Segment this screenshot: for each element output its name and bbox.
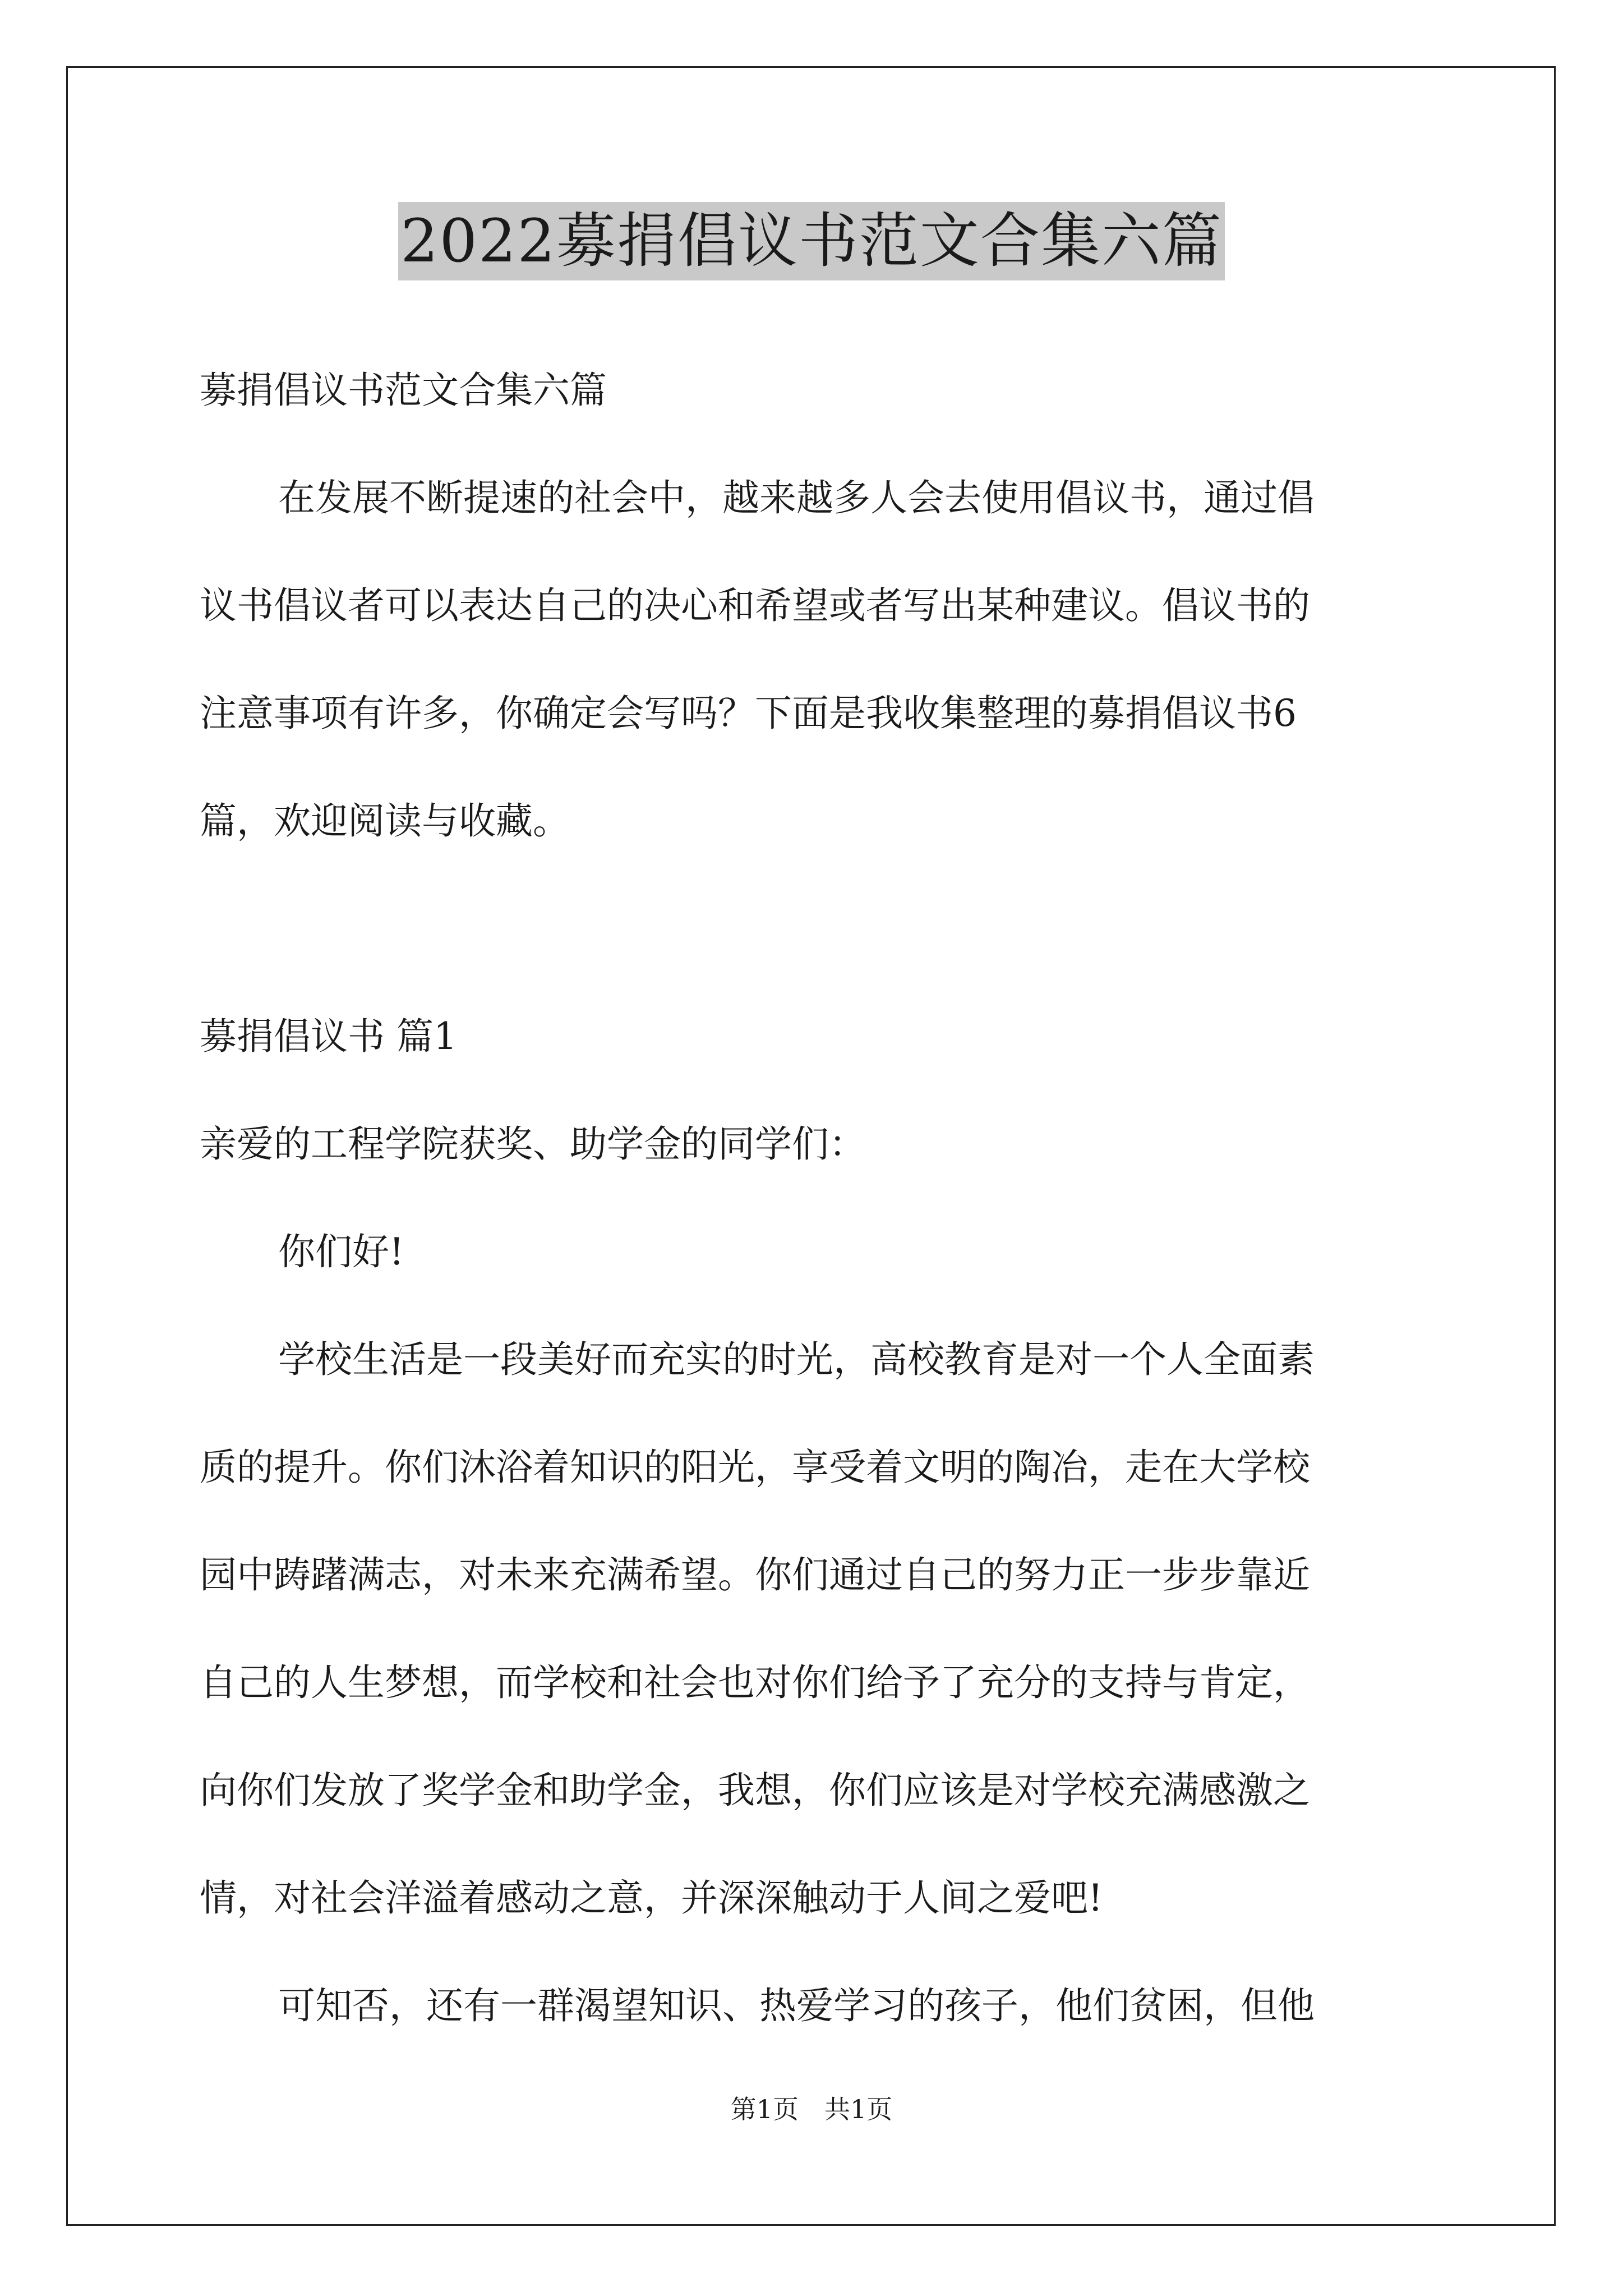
page-footer: 第1页 共1页 [730,2094,893,2124]
text-line: 向你们发放了奖学金和助学金，我想，你们应该是对学校充满感激之 [200,1769,1310,1812]
text-line: 注意事项有许多，你确定会写吗？下面是我收集整理的募捐倡议书6 [200,692,1297,735]
text-line: 你们好! [278,1230,404,1273]
text-line: 学校生活是一段美好而充实的时光，高校教育是对一个人全面素 [278,1338,1315,1381]
text-line: 募捐倡议书 篇1 [200,1015,457,1058]
text-line: 在发展不断提速的社会中，越来越多人会去使用倡议书，通过倡 [278,476,1315,519]
title-container [0,202,1623,280]
document-body [200,337,1428,2060]
text-line: 质的提升。你们沐浴着知识的阳光，享受着文明的陶冶，走在大学校 [200,1446,1310,1489]
paragraph-gap [200,875,1428,983]
text-line: 募捐倡议书范文合集六篇 [200,369,607,412]
text-line: 亲爱的工程学院获奖、助学金的同学们： [200,1122,866,1166]
document-title: 2022募捐倡议书范文合集六篇 [398,202,1225,280]
text-line: 自己的人生梦想，而学校和社会也对你们给予了充分的支持与肯定， [200,1661,1310,1704]
text-line: 园中踌躇满志，对未来充满希望。你们通过自己的努力正一步步靠近 [200,1553,1310,1596]
text-line: 篇，欢迎阅读与收藏。 [200,799,570,843]
text-line: 可知否，还有一群渴望知识、热爱学习的孩子，他们贫困，但他 [278,1984,1315,2027]
text-line: 议书倡议者可以表达自己的决心和希望或者写出某种建议。倡议书的 [200,584,1310,627]
text-line: 情，对社会洋溢着感动之意，并深深触动于人间之爱吧! [200,1876,1103,1920]
